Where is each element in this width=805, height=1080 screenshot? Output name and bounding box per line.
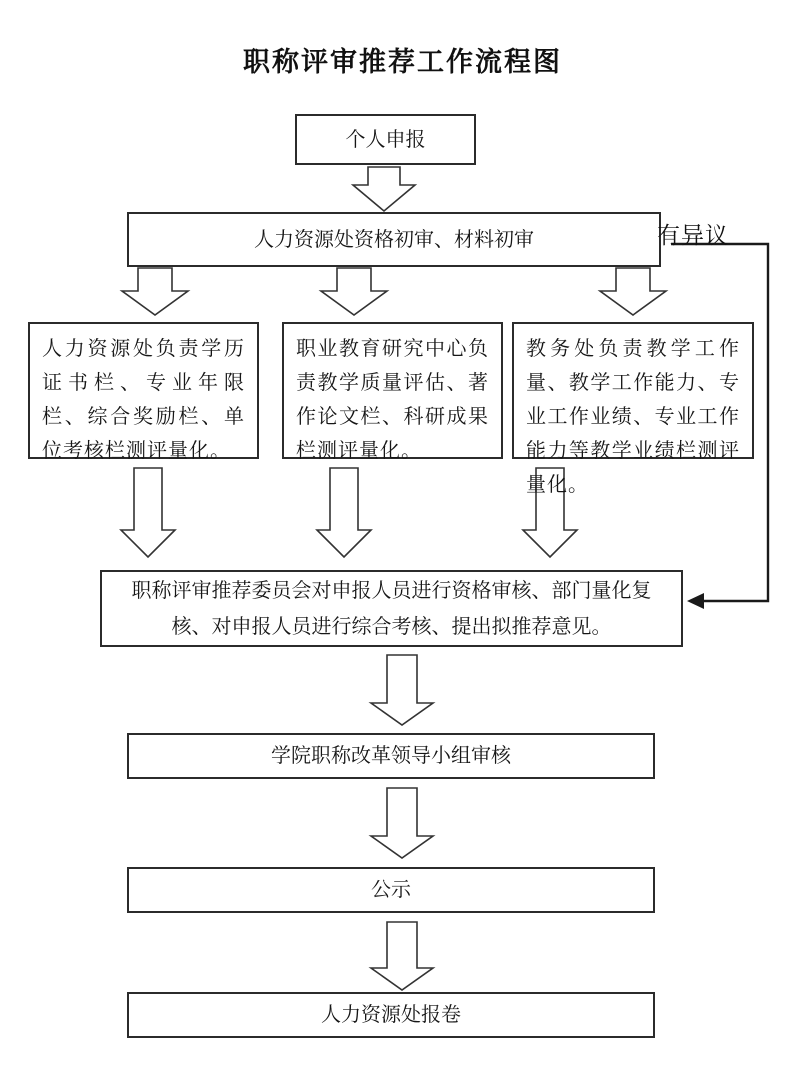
down-arrow-icon xyxy=(121,468,175,557)
node-hr-preliminary-review: 人力资源处资格初审、材料初审 xyxy=(127,212,661,267)
node-personal-application: 个人申报 xyxy=(295,114,476,165)
node-review-committee: 职称评审推荐委员会对申报人员进行资格审核、部门量化复核、对申报人员进行综合考核、提出拟推荐意见。 xyxy=(100,570,683,647)
node-publicity: 公示 xyxy=(127,867,655,913)
node-hr-quantification: 人力资源处负责学历证书栏、专业年限栏、综合奖励栏、单位考核栏测评量化。 xyxy=(28,322,259,459)
down-arrow-icon xyxy=(353,167,415,211)
down-arrow-icon xyxy=(321,268,387,315)
down-arrow-icon xyxy=(600,268,666,315)
left-arrowhead-icon xyxy=(687,593,704,609)
node-vocational-education-center: 职业教育研究中心负责教学质量评估、著作论文栏、科研成果栏测评量化。 xyxy=(282,322,503,459)
node-hr-filing: 人力资源处报卷 xyxy=(127,992,655,1038)
down-arrow-icon xyxy=(122,268,188,315)
down-arrow-icon xyxy=(371,922,433,990)
node-leading-group-review: 学院职称改革领导小组审核 xyxy=(127,733,655,779)
down-arrow-icon xyxy=(371,788,433,858)
down-arrow-icon xyxy=(371,655,433,725)
page-title: 职称评审推荐工作流程图 xyxy=(243,47,562,77)
node-academic-affairs-office: 教务处负责教学工作量、教学工作能力、专业工作业绩、专业工作能力等教学业绩栏测评量化。 xyxy=(512,322,754,459)
down-arrow-icon xyxy=(317,468,371,557)
objection-edge-label: 有异议 xyxy=(657,223,729,248)
